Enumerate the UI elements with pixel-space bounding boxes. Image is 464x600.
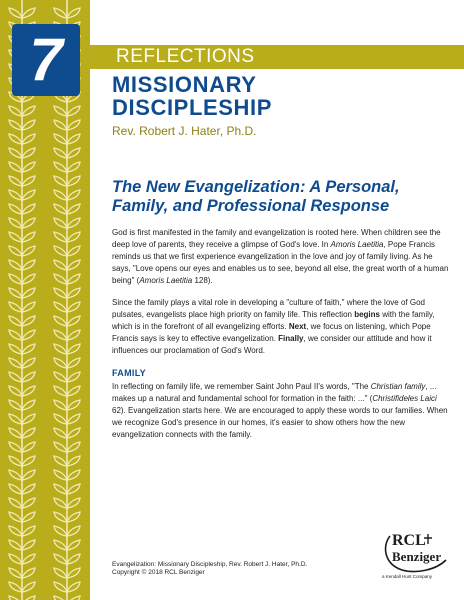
italic-text: Christian family — [370, 382, 426, 391]
section-heading-family: FAMILY — [112, 368, 146, 378]
chapter-number: 7 — [29, 26, 63, 93]
text: 128). — [192, 276, 213, 285]
italic-text: Christifideles Laici — [372, 394, 437, 403]
series-banner — [90, 45, 464, 69]
text: 62). Evangelization starts here. We are encouraged to apply these words to our families. When we recognize God's presence in our homes, it's easier to show others how the new evangelization connects with the family. — [112, 406, 448, 439]
bold-text: begins — [354, 310, 380, 319]
italic-text: Amoris Laetitia — [330, 240, 384, 249]
italic-text: Amoris Laetitia — [139, 276, 193, 285]
bold-text: Finally — [278, 334, 304, 343]
bold-text: Next — [288, 322, 307, 331]
logo-benziger: Benziger — [392, 549, 442, 564]
title-line-2: DISCIPLESHIP — [112, 95, 273, 120]
logo-company: a Kendall Hunt Company — [382, 574, 433, 579]
article-subtitle — [112, 178, 452, 216]
text: with the family, which is in the forefront of all evangelizing efforts. — [112, 310, 435, 331]
author-name: Rev. Robert J. Hater, Ph.D. — [112, 124, 257, 138]
text: Since the family plays a vital role in developing a "culture of faith," where the love of God pulsates, evangelists place high priority on family life. This reflection — [112, 298, 425, 319]
text: , ... makes up a natural and fundamental school for formation in the faith: ..." ( — [112, 382, 437, 403]
page-title — [112, 73, 272, 119]
text: In reflecting on family life, we remember Saint John Paul II's words, "The — [112, 382, 371, 391]
page-footer — [112, 561, 307, 577]
series-label: REFLECTIONS — [116, 46, 255, 67]
text: , we consider our attitude and how it influences our proclamation of God's Word. — [112, 334, 432, 355]
subtitle-line-1: The New Evangelization: A Personal, — [112, 178, 400, 196]
footer-citation: Evangelization: Missionary Discipleship, Rev. Robert J. Hater, Ph.D. — [112, 561, 308, 568]
text: , Pope Francis reminds us that we first experience evangelization in the love and joy of family living. As he says, "Love opens our eyes and enables us to see, beyond all else, the great worth of a human being" ( — [112, 240, 449, 285]
text: God is first manifested in the family and evangelization is rooted here. When children see the deep love of parents, they receive a glimpse of God's love. In — [112, 228, 441, 249]
logo-rcl: RCL — [392, 532, 426, 549]
text: , we focus on listening, which Pope Francis says is key to effective evangelization. — [112, 322, 431, 343]
rcl-benziger-logo — [380, 530, 454, 582]
paragraph-intro — [112, 227, 452, 287]
paragraph-family — [112, 381, 452, 441]
footer-copyright: Copyright © 2018 RCL Benziger — [112, 569, 205, 576]
article-body — [112, 227, 452, 451]
subtitle-line-2: Family, and Professional Response — [112, 197, 390, 215]
paragraph-overview — [112, 297, 452, 357]
title-line-1: MISSIONARY — [112, 72, 257, 97]
chapter-number-badge — [12, 24, 80, 96]
